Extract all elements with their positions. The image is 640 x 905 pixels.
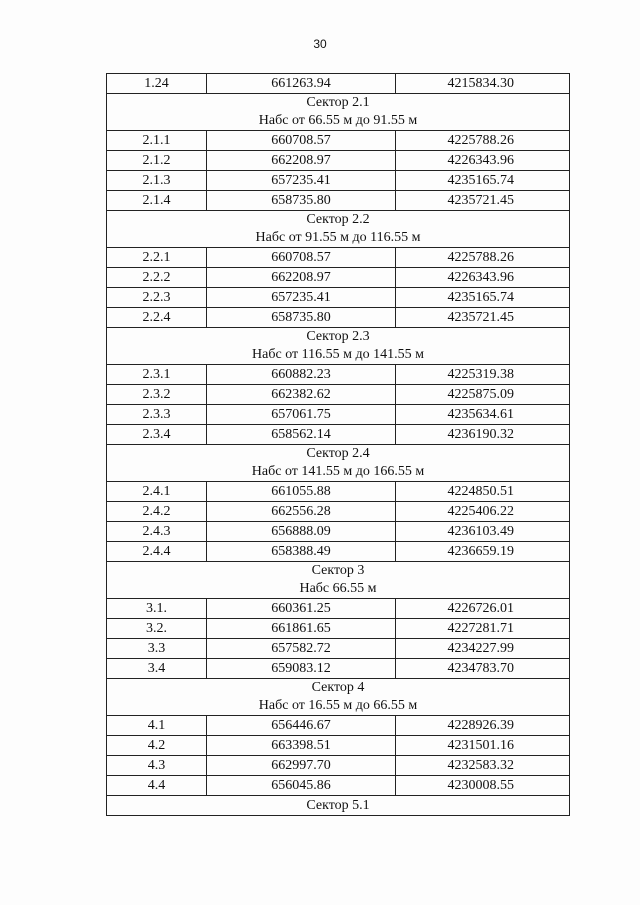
sector-header-row [107,328,570,365]
coord-x: 656446.67 [207,716,396,736]
table-row [107,756,570,776]
point-id: 2.1.2 [107,151,207,171]
sector-header-row [107,796,570,816]
table-row [107,191,570,211]
page-number: 30 [313,37,327,51]
sector-header-row [107,562,570,599]
coord-y: 4235721.45 [396,308,570,328]
coord-y: 4226726.01 [396,599,570,619]
point-id: 2.3.3 [107,405,207,425]
coordinates-table [106,73,570,816]
table-row [107,131,570,151]
sector-header [107,796,570,816]
sector-range: Набс от 66.55 м до 91.55 м [258,113,418,128]
coord-x: 657235.41 [207,288,396,308]
sector-header [107,679,570,716]
table-row [107,308,570,328]
coord-y: 4226343.96 [396,268,570,288]
table-row [107,716,570,736]
coord-x: 660882.23 [207,365,396,385]
point-id: 3.2. [107,619,207,639]
point-id: 2.1.3 [107,171,207,191]
coord-y: 4235165.74 [396,171,570,191]
coord-x: 662208.97 [207,268,396,288]
point-id: 2.4.2 [107,502,207,522]
sector-name: Сектор 2.2 [306,212,370,227]
coord-x: 662556.28 [207,502,396,522]
coord-y: 4227281.71 [396,619,570,639]
coord-y: 4234227.99 [396,639,570,659]
point-id: 2.2.1 [107,248,207,268]
coord-x: 661861.65 [207,619,396,639]
table-row [107,425,570,445]
coord-y: 4230008.55 [396,776,570,796]
coord-y: 4224850.51 [396,482,570,502]
point-id: 2.3.4 [107,425,207,445]
sector-name: Сектор 5.1 [306,797,370,813]
coord-y: 4235721.45 [396,191,570,211]
coord-y: 4225406.22 [396,502,570,522]
coordinates-table-body [107,74,570,816]
sector-range: Набс 66.55 м [299,581,377,596]
table-row [107,736,570,756]
coord-y: 4228926.39 [396,716,570,736]
point-id: 4.1 [107,716,207,736]
point-id: 2.3.1 [107,365,207,385]
sector-header-row [107,445,570,482]
coord-y: 4225319.38 [396,365,570,385]
sector-range: Набс от 16.55 м до 66.55 м [258,698,418,713]
coord-y: 4235634.61 [396,405,570,425]
coord-y: 4236659.19 [396,542,570,562]
table-row [107,599,570,619]
point-id: 3.4 [107,659,207,679]
sector-name: Сектор 2.4 [306,446,370,461]
coord-x: 658735.80 [207,308,396,328]
table-row [107,268,570,288]
table-row [107,365,570,385]
table-row [107,659,570,679]
coord-x: 660708.57 [207,131,396,151]
sector-header [107,562,570,599]
point-id: 4.2 [107,736,207,756]
table-row [107,288,570,308]
coord-y: 4236103.49 [396,522,570,542]
point-id: 2.3.2 [107,385,207,405]
coord-y: 4234783.70 [396,659,570,679]
sector-range: Набс от 141.55 м до 166.55 м [251,464,425,479]
coord-y: 4232583.32 [396,756,570,776]
point-id: 2.1.1 [107,131,207,151]
table-row [107,385,570,405]
point-id: 2.4.4 [107,542,207,562]
point-id: 2.2.4 [107,308,207,328]
sector-header [107,94,570,131]
sector-header-row [107,211,570,248]
point-id: 2.4.1 [107,482,207,502]
table-row [107,522,570,542]
sector-range: Набс от 116.55 м до 141.55 м [252,347,424,362]
point-id: 2.2.2 [107,268,207,288]
table-row [107,248,570,268]
sector-header [107,328,570,365]
coord-y: 4215834.30 [396,74,570,94]
point-id: 2.4.3 [107,522,207,542]
coord-x: 658562.14 [207,425,396,445]
table-row [107,639,570,659]
coord-x: 662997.70 [207,756,396,776]
coord-x: 658735.80 [207,191,396,211]
coord-y: 4226343.96 [396,151,570,171]
sector-range: Набс от 91.55 м до 116.55 м [255,230,421,245]
point-id: 4.3 [107,756,207,776]
sector-header [107,211,570,248]
coord-x: 661263.94 [207,74,396,94]
table-row [107,482,570,502]
coord-y: 4236190.32 [396,425,570,445]
table-row [107,171,570,191]
table-row [107,619,570,639]
sector-name: Сектор 2.3 [306,329,370,344]
sector-header-row [107,94,570,131]
sector-name: Сектор 4 [311,680,365,695]
coord-x: 656888.09 [207,522,396,542]
sector-name: Сектор 2.1 [306,95,370,110]
table-row [107,74,570,94]
sector-header-row [107,679,570,716]
point-id: 2.2.3 [107,288,207,308]
coord-x: 659083.12 [207,659,396,679]
coord-x: 662382.62 [207,385,396,405]
coord-x: 658388.49 [207,542,396,562]
sector-header [107,445,570,482]
point-id: 3.3 [107,639,207,659]
point-id: 2.1.4 [107,191,207,211]
point-id: 4.4 [107,776,207,796]
coord-y: 4225875.09 [396,385,570,405]
coord-x: 657061.75 [207,405,396,425]
table-row [107,405,570,425]
table-row [107,776,570,796]
coord-x: 657235.41 [207,171,396,191]
coord-x: 663398.51 [207,736,396,756]
coord-y: 4235165.74 [396,288,570,308]
point-id: 3.1. [107,599,207,619]
coord-x: 660708.57 [207,248,396,268]
coord-x: 662208.97 [207,151,396,171]
coord-x: 661055.88 [207,482,396,502]
table-row [107,502,570,522]
coord-x: 656045.86 [207,776,396,796]
table-row [107,151,570,171]
sector-name: Сектор 3 [311,563,365,578]
point-id: 1.24 [107,74,207,94]
coord-y: 4231501.16 [396,736,570,756]
coord-y: 4225788.26 [396,131,570,151]
table-row [107,542,570,562]
coord-x: 657582.72 [207,639,396,659]
coord-y: 4225788.26 [396,248,570,268]
coord-x: 660361.25 [207,599,396,619]
